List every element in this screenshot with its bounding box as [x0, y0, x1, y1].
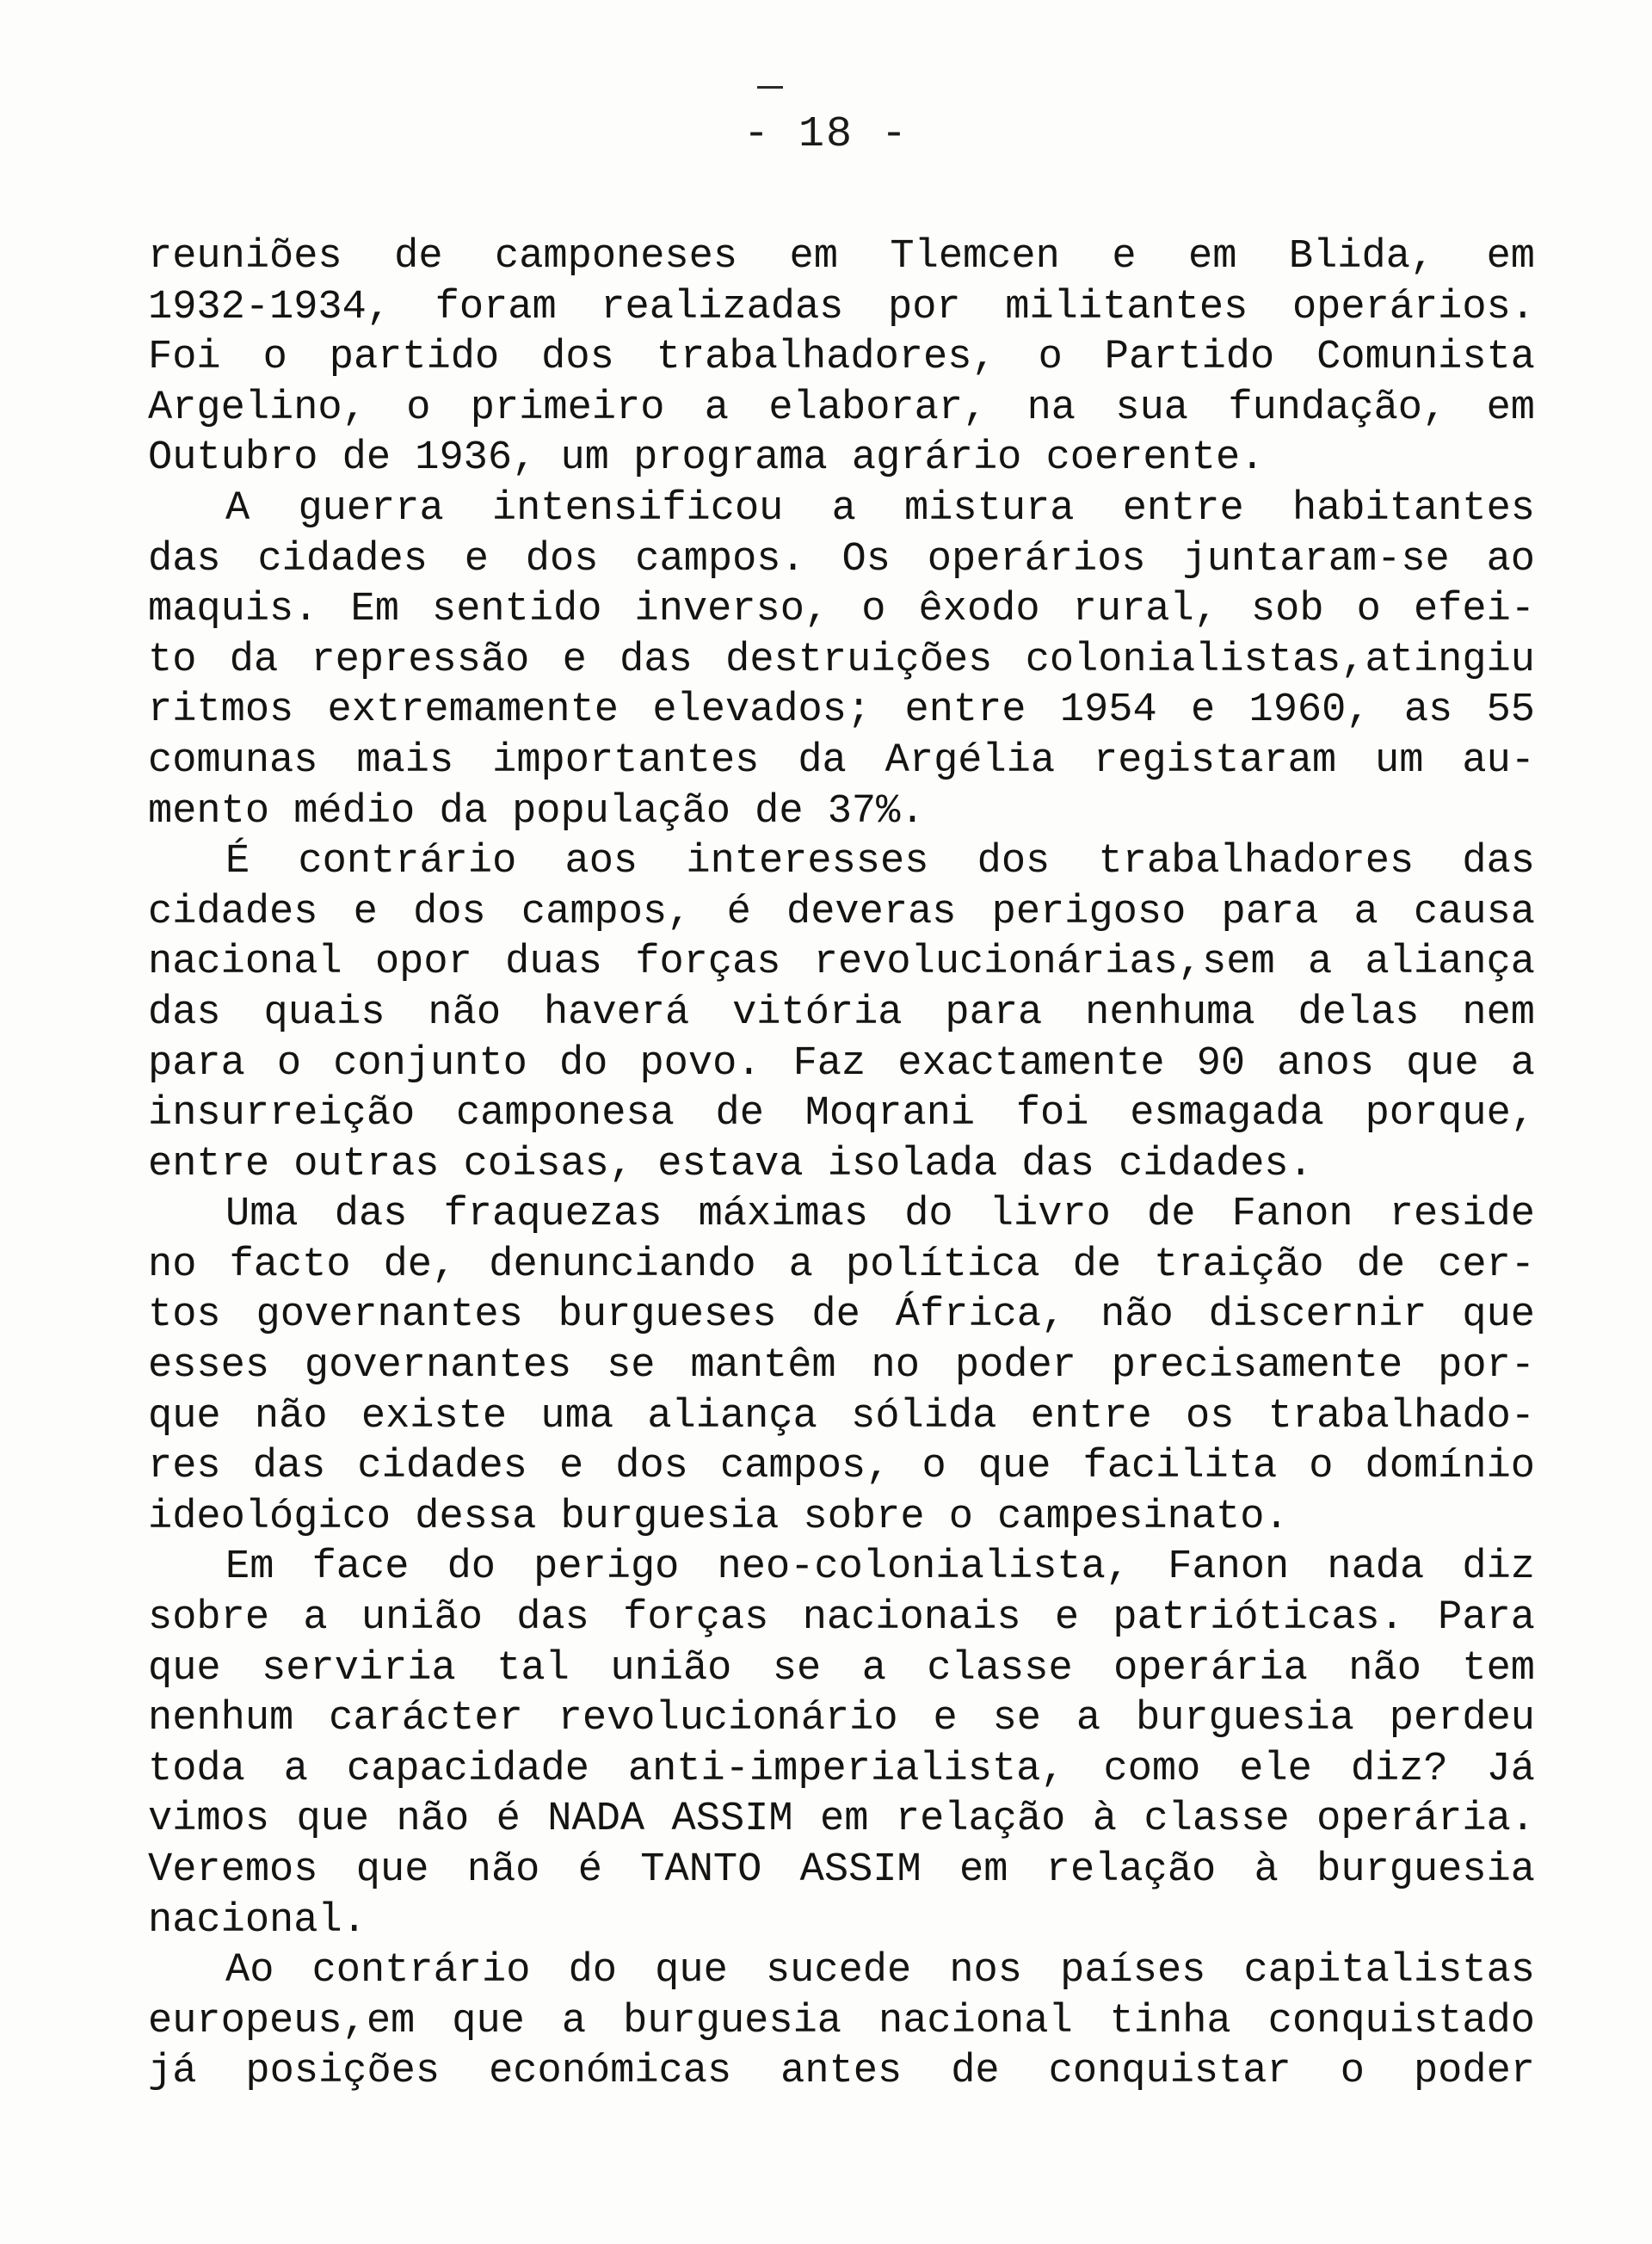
text-line: reuniões de camponeses em Tlemcen e em Blida, em	[148, 234, 1535, 280]
page-number-mark	[757, 86, 783, 89]
text-line: ritmos extremamente elevados; entre 1954 e 1960, as 55	[148, 687, 1535, 734]
text-line: toda a capacidade anti-imperialista, como ele diz? Já	[148, 1746, 1535, 1792]
page-number: - 18 -	[743, 110, 909, 159]
text-line: que não existe uma aliança sólida entre os trabalhado-	[148, 1393, 1535, 1439]
text-line: que serviria tal união se a classe operária não tem	[148, 1645, 1535, 1692]
text-line: para o conjunto do povo. Faz exactamente 90 anos que a	[148, 1040, 1535, 1087]
text-line: cidades e dos campos, é deveras perigoso para a causa	[148, 889, 1535, 935]
text-line: Uma das fraquezas máximas do livro de Fanon reside	[225, 1192, 1535, 1238]
text-line: das quais não haverá vitória para nenhuma delas nem	[148, 989, 1535, 1036]
text-line: insurreição camponesa de Moqrani foi esmagada porque,	[148, 1091, 1535, 1137]
text-line: comunas mais importantes da Argélia registaram um au-	[148, 737, 1535, 784]
text-line: entre outras coisas, estava isolada das cidades.	[148, 1141, 1313, 1187]
text-line: Veremos que não é TANTO ASSIM em relação à burguesia	[148, 1847, 1535, 1893]
text-line: to da repressão e das destruições colonialistas,atingiu	[148, 637, 1535, 683]
text-line: A guerra intensificou a mistura entre habitantes	[225, 485, 1535, 532]
text-line: É contrário aos interesses dos trabalhadores das	[225, 839, 1535, 885]
text-line: 1932-1934, foram realizadas por militantes operários.	[148, 284, 1535, 330]
text-line: mento médio da população de 37%.	[148, 788, 925, 835]
text-line: esses governantes se mantêm no poder precisamente por-	[148, 1343, 1535, 1390]
text-line: Foi o partido dos trabalhadores, o Partido Comunista	[148, 335, 1535, 381]
text-line: maquis. Em sentido inverso, o êxodo rural, sob o efei-	[148, 587, 1535, 633]
text-line: res das cidades e dos campos, o que facilita o domínio	[148, 1444, 1535, 1490]
text-line: ideológico dessa burguesia sobre o campesinato.	[148, 1494, 1289, 1540]
text-line: no facto de, denunciando a política de traição de cer-	[148, 1242, 1535, 1288]
text-line: vimos que não é NADA ASSIM em relação à classe operária.	[148, 1797, 1535, 1843]
text-line: nacional opor duas forças revolucionárias,sem a aliança	[148, 940, 1535, 986]
text-line: Outubro de 1936, um programa agrário coerente.	[148, 435, 1265, 482]
text-line: das cidades e dos campos. Os operários juntaram-se ao	[148, 536, 1535, 583]
text-line: europeus,em que a burguesia nacional tinha conquistado	[148, 1998, 1535, 2044]
text-line: nacional.	[148, 1897, 367, 1944]
text-line: Ao contrário do que sucede nos países capitalistas	[225, 1948, 1535, 1994]
body-text	[148, 232, 1535, 2098]
text-line: tos governantes burgueses de África, não discernir que	[148, 1292, 1535, 1339]
text-line: já posições económicas antes de conquistar o poder	[148, 2049, 1535, 2095]
text-line: sobre a união das forças nacionais e patrióticas. Para	[148, 1595, 1535, 1642]
text-line: nenhum carácter revolucionário e se a burguesia perdeu	[148, 1696, 1535, 1742]
text-line: Em face do perigo neo-colonialista, Fanon nada diz	[225, 1544, 1535, 1591]
text-line: Argelino, o primeiro a elaborar, na sua fundação, em	[148, 385, 1535, 431]
